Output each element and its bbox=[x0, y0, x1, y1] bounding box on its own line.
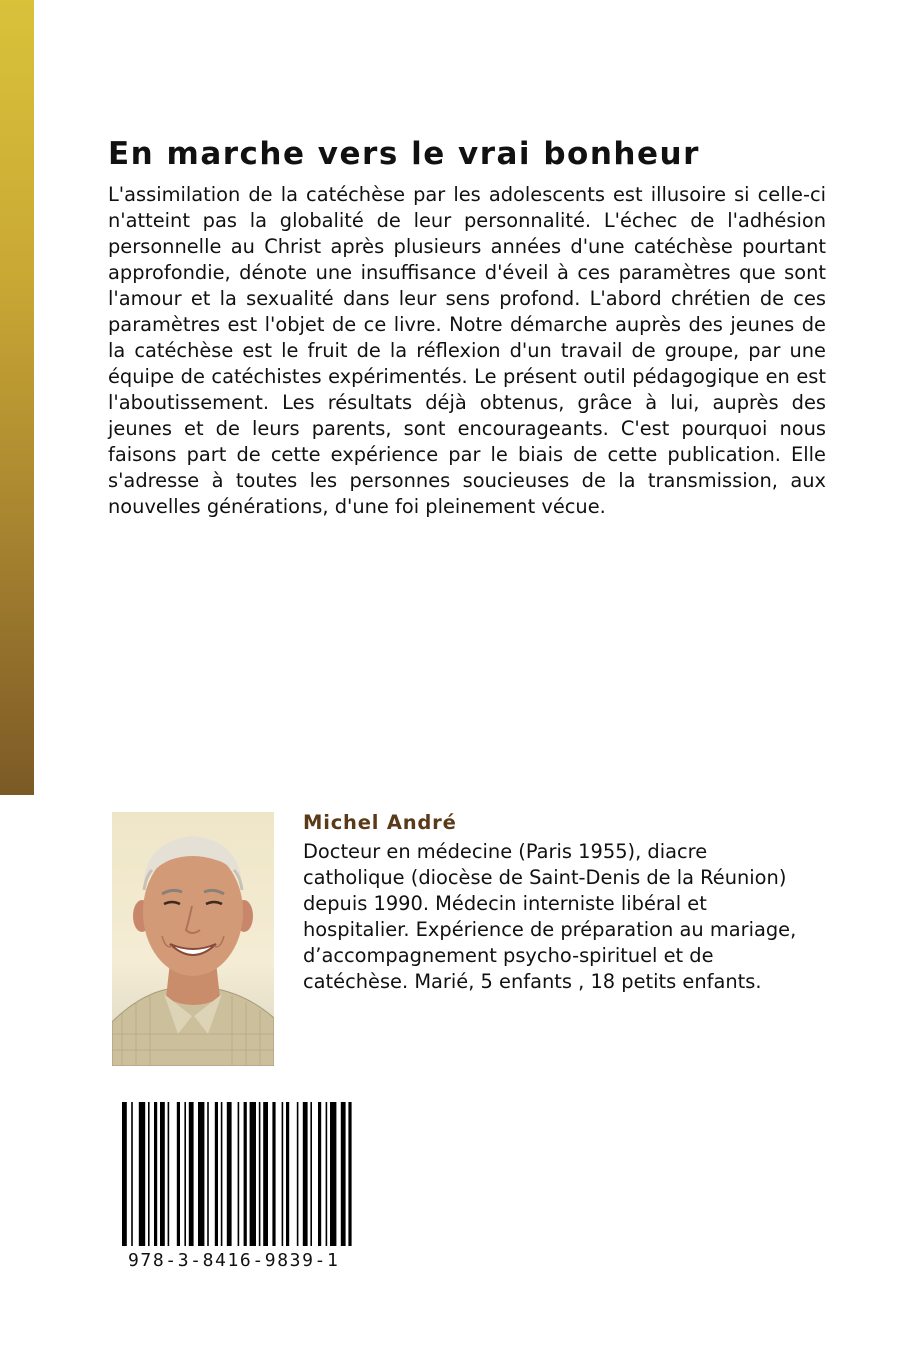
barcode-bar bbox=[318, 1102, 321, 1246]
book-blurb: L'assimilation de la catéchèse par les adolescents est illusoire si celle-ci n'atteint pas la globalité de leur personnalité. L'échec de l'adhésion personnelle au Christ après plusieurs années d'une catéchèse pourtant approfondie, dénote une insuffisance d'éveil à ces paramètres que sont l'amour et la sexualité dans leur sens profond. L'abord chrétien de ces paramètres est l'objet de ce livre. Notre démarche auprès des jeunes de la catéchèse est le fruit de la réflexion d'un travail de groupe, par une équipe de catéchistes expérimentés. Le présent outil pédagogique en est l'aboutissement. Les résultats déjà obtenus, grâce à lui, auprès des jeunes et de leurs parents, sont encourageants. C'est pourquoi nous faisons part de cette expérience par le biais de cette publication. Elle s'adresse à toutes les personnes soucieuses de la transmission, aux nouvelles générations, d'une foi pleinement vécue. bbox=[108, 183, 826, 518]
barcode-bar bbox=[341, 1102, 346, 1246]
barcode-bar bbox=[310, 1102, 312, 1246]
barcode-bar bbox=[227, 1102, 232, 1246]
author-name: Michel André bbox=[303, 811, 457, 834]
barcode-bar bbox=[139, 1102, 145, 1246]
barcode-bar bbox=[177, 1102, 180, 1246]
barcode-bar bbox=[184, 1102, 186, 1246]
author-portrait-illustration bbox=[112, 812, 274, 1066]
barcode-bar bbox=[160, 1102, 165, 1246]
isbn-barcode bbox=[116, 1102, 384, 1280]
barcode-bar bbox=[168, 1102, 170, 1246]
barcode-bar bbox=[148, 1102, 150, 1246]
barcode-bar bbox=[348, 1102, 351, 1246]
barcode-bar bbox=[263, 1102, 268, 1246]
barcode-bar bbox=[259, 1102, 261, 1246]
barcode-bars bbox=[116, 1102, 384, 1250]
barcode-bar bbox=[154, 1102, 157, 1246]
isbn-number: 978-3-8416-9839-1 bbox=[128, 1250, 340, 1271]
barcode-bar bbox=[221, 1102, 223, 1246]
barcode-bar bbox=[189, 1102, 194, 1246]
barcode-bar bbox=[303, 1102, 308, 1246]
barcode-bar bbox=[244, 1102, 247, 1246]
barcode-bar bbox=[122, 1102, 127, 1246]
author-bio: Docteur en médecine (Paris 1955), diacre catholique (diocèse de Saint-Denis de la Réunion) depuis 1990. Médecin interniste libéral et hospitalier. Expérience de préparation au mariage, d’accompagnement psycho-spirituel et de catéchèse. Marié, 5 enfants , 18 petits enfants. bbox=[303, 840, 797, 993]
barcode-bar bbox=[297, 1102, 299, 1246]
barcode-bar bbox=[198, 1102, 204, 1246]
barcode-bar bbox=[286, 1102, 289, 1246]
barcode-bar bbox=[250, 1102, 256, 1246]
barcode-bar bbox=[330, 1102, 336, 1246]
barcode-bar bbox=[272, 1102, 275, 1246]
decorative-side-band bbox=[0, 0, 34, 795]
barcode-bar bbox=[326, 1102, 328, 1246]
book-title: En marche vers le vrai bonheur bbox=[108, 136, 700, 172]
barcode-bar bbox=[131, 1102, 133, 1246]
barcode-bar bbox=[207, 1102, 209, 1246]
barcode-bar bbox=[282, 1102, 284, 1246]
barcode-bar bbox=[215, 1102, 218, 1246]
barcode-bar bbox=[238, 1102, 240, 1246]
author-photo bbox=[112, 812, 274, 1066]
